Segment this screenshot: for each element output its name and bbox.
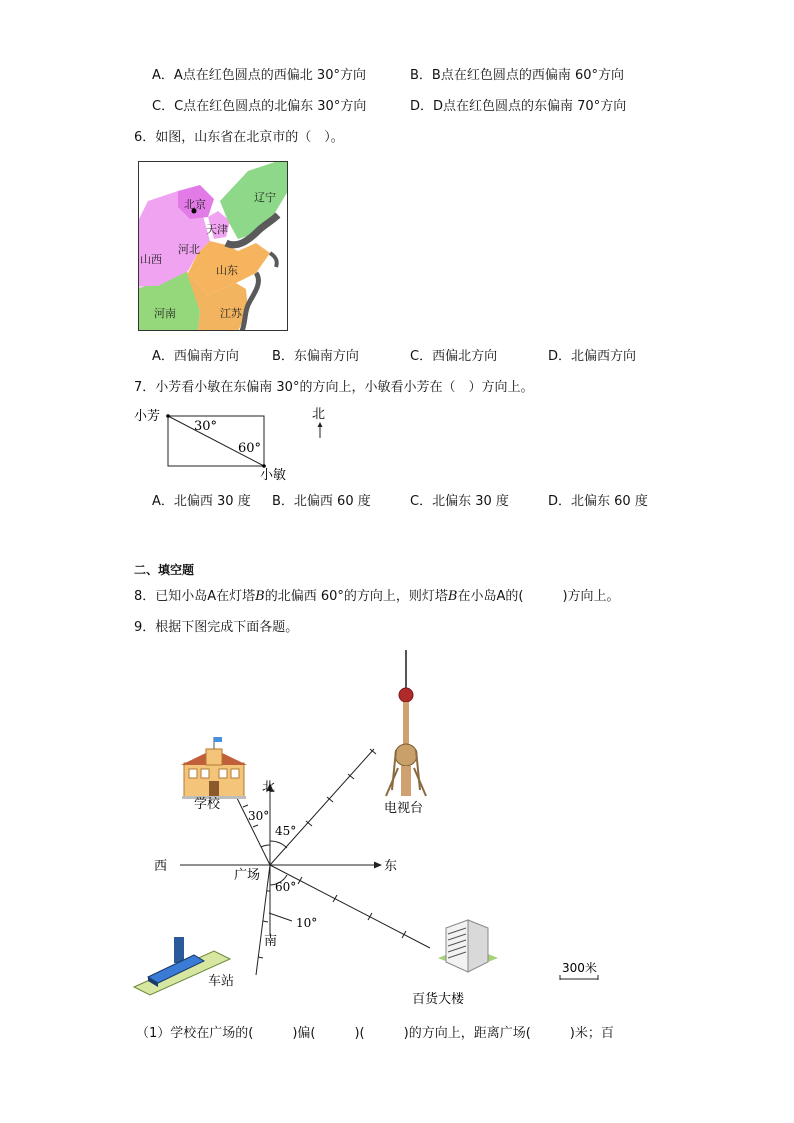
q6-option-a: A．西偏南方向 bbox=[152, 349, 239, 364]
q8-middle: 的北偏西 60°的方向上，则灯塔 bbox=[264, 589, 448, 604]
section-2-title: 二、填空题 bbox=[134, 563, 195, 577]
q6-option-d: D．北偏西方向 bbox=[548, 349, 637, 364]
q7-angle-60: 60° bbox=[238, 441, 262, 456]
q9-angle-school: 30° bbox=[248, 809, 270, 823]
q9-sub1: （1）学校在广场的( )偏( )( )的方向上，距离广场( )米；百 bbox=[136, 1026, 614, 1041]
q7-stem: 7．小芳看小敏在东偏南 30°的方向上，小敏看小芳在（ ）方向上。 bbox=[134, 380, 534, 395]
q8-prefix: 8．已知小岛A在灯塔 bbox=[134, 589, 256, 604]
map-label-jiangsu: 江苏 bbox=[220, 307, 242, 320]
q6-option-b: B．东偏南方向 bbox=[272, 349, 359, 364]
map-label-shandong: 山东 bbox=[216, 264, 238, 277]
q6-stem: 6．如图，山东省在北京市的（ ）。 bbox=[134, 130, 344, 145]
q7-option-a: A．北偏西 30 度 bbox=[152, 494, 251, 509]
q7-north-label: 北 bbox=[312, 407, 326, 422]
q9-angle-station: 10° bbox=[296, 916, 318, 930]
q9-east-label: 东 bbox=[384, 859, 398, 874]
q9-west-label: 西 bbox=[154, 859, 168, 874]
q9-station-label: 车站 bbox=[208, 974, 235, 989]
q9-center-label: 广场 bbox=[234, 868, 261, 883]
q8-stem bbox=[134, 589, 620, 605]
map-label-liaoning: 辽宁 bbox=[254, 191, 276, 204]
q7-option-d: D．北偏东 60 度 bbox=[548, 494, 648, 509]
q7-option-b: B．北偏西 60 度 bbox=[272, 494, 371, 509]
q8-suffix: 在小岛A的( )方向上。 bbox=[457, 589, 620, 604]
q9-mall-label: 百货大楼 bbox=[412, 992, 465, 1007]
q6-map bbox=[138, 161, 288, 331]
q9-ray-school bbox=[236, 796, 270, 865]
map-label-hebei: 河北 bbox=[178, 243, 200, 256]
mall-icon bbox=[438, 920, 498, 972]
q6-option-c: C．西偏北方向 bbox=[410, 349, 498, 364]
q9-tv-label: 电视台 bbox=[384, 801, 424, 816]
q9-angle-mall: 60° bbox=[275, 880, 297, 894]
q9-scale-label: 300米 bbox=[562, 961, 597, 975]
school-icon bbox=[181, 737, 247, 799]
map-label-beijing: 北京 bbox=[184, 198, 206, 211]
map-label-shanxi: 山西 bbox=[140, 253, 162, 266]
q9-ray-tv bbox=[270, 749, 374, 865]
q8-b1: B bbox=[255, 589, 265, 604]
q9-school-label: 学校 bbox=[194, 797, 221, 812]
q5-option-a: A．A点在红色圆点的西偏北 30°方向 bbox=[152, 68, 366, 83]
q7-diagram bbox=[132, 404, 332, 482]
q9-stem: 9．根据下图完成下面各题。 bbox=[134, 620, 299, 635]
q7-label-xiaofang: 小芳 bbox=[134, 409, 161, 424]
q9-ray-mall bbox=[270, 865, 430, 948]
q9-angle-tv: 45° bbox=[275, 824, 297, 838]
q7-angle-30: 30° bbox=[194, 419, 218, 434]
q7-option-c: C．北偏东 30 度 bbox=[410, 494, 509, 509]
map-label-tianjin: 天津 bbox=[206, 223, 228, 236]
q9-diagram bbox=[130, 645, 600, 1015]
q9-south-label: 南 bbox=[264, 934, 278, 949]
q5-option-b: B．B点在红色圆点的西偏南 60°方向 bbox=[410, 68, 625, 83]
q5-option-c: C．C点在红色圆点的北偏东 30°方向 bbox=[152, 99, 367, 114]
q9-north-label: 北 bbox=[262, 780, 276, 795]
map-label-henan: 河南 bbox=[154, 307, 176, 320]
q8-b2: B bbox=[447, 589, 458, 604]
tv-tower-icon bbox=[386, 650, 426, 796]
q7-label-xiaomin: 小敏 bbox=[260, 468, 287, 482]
q5-option-d: D．D点在红色圆点的东偏南 70°方向 bbox=[410, 99, 627, 114]
